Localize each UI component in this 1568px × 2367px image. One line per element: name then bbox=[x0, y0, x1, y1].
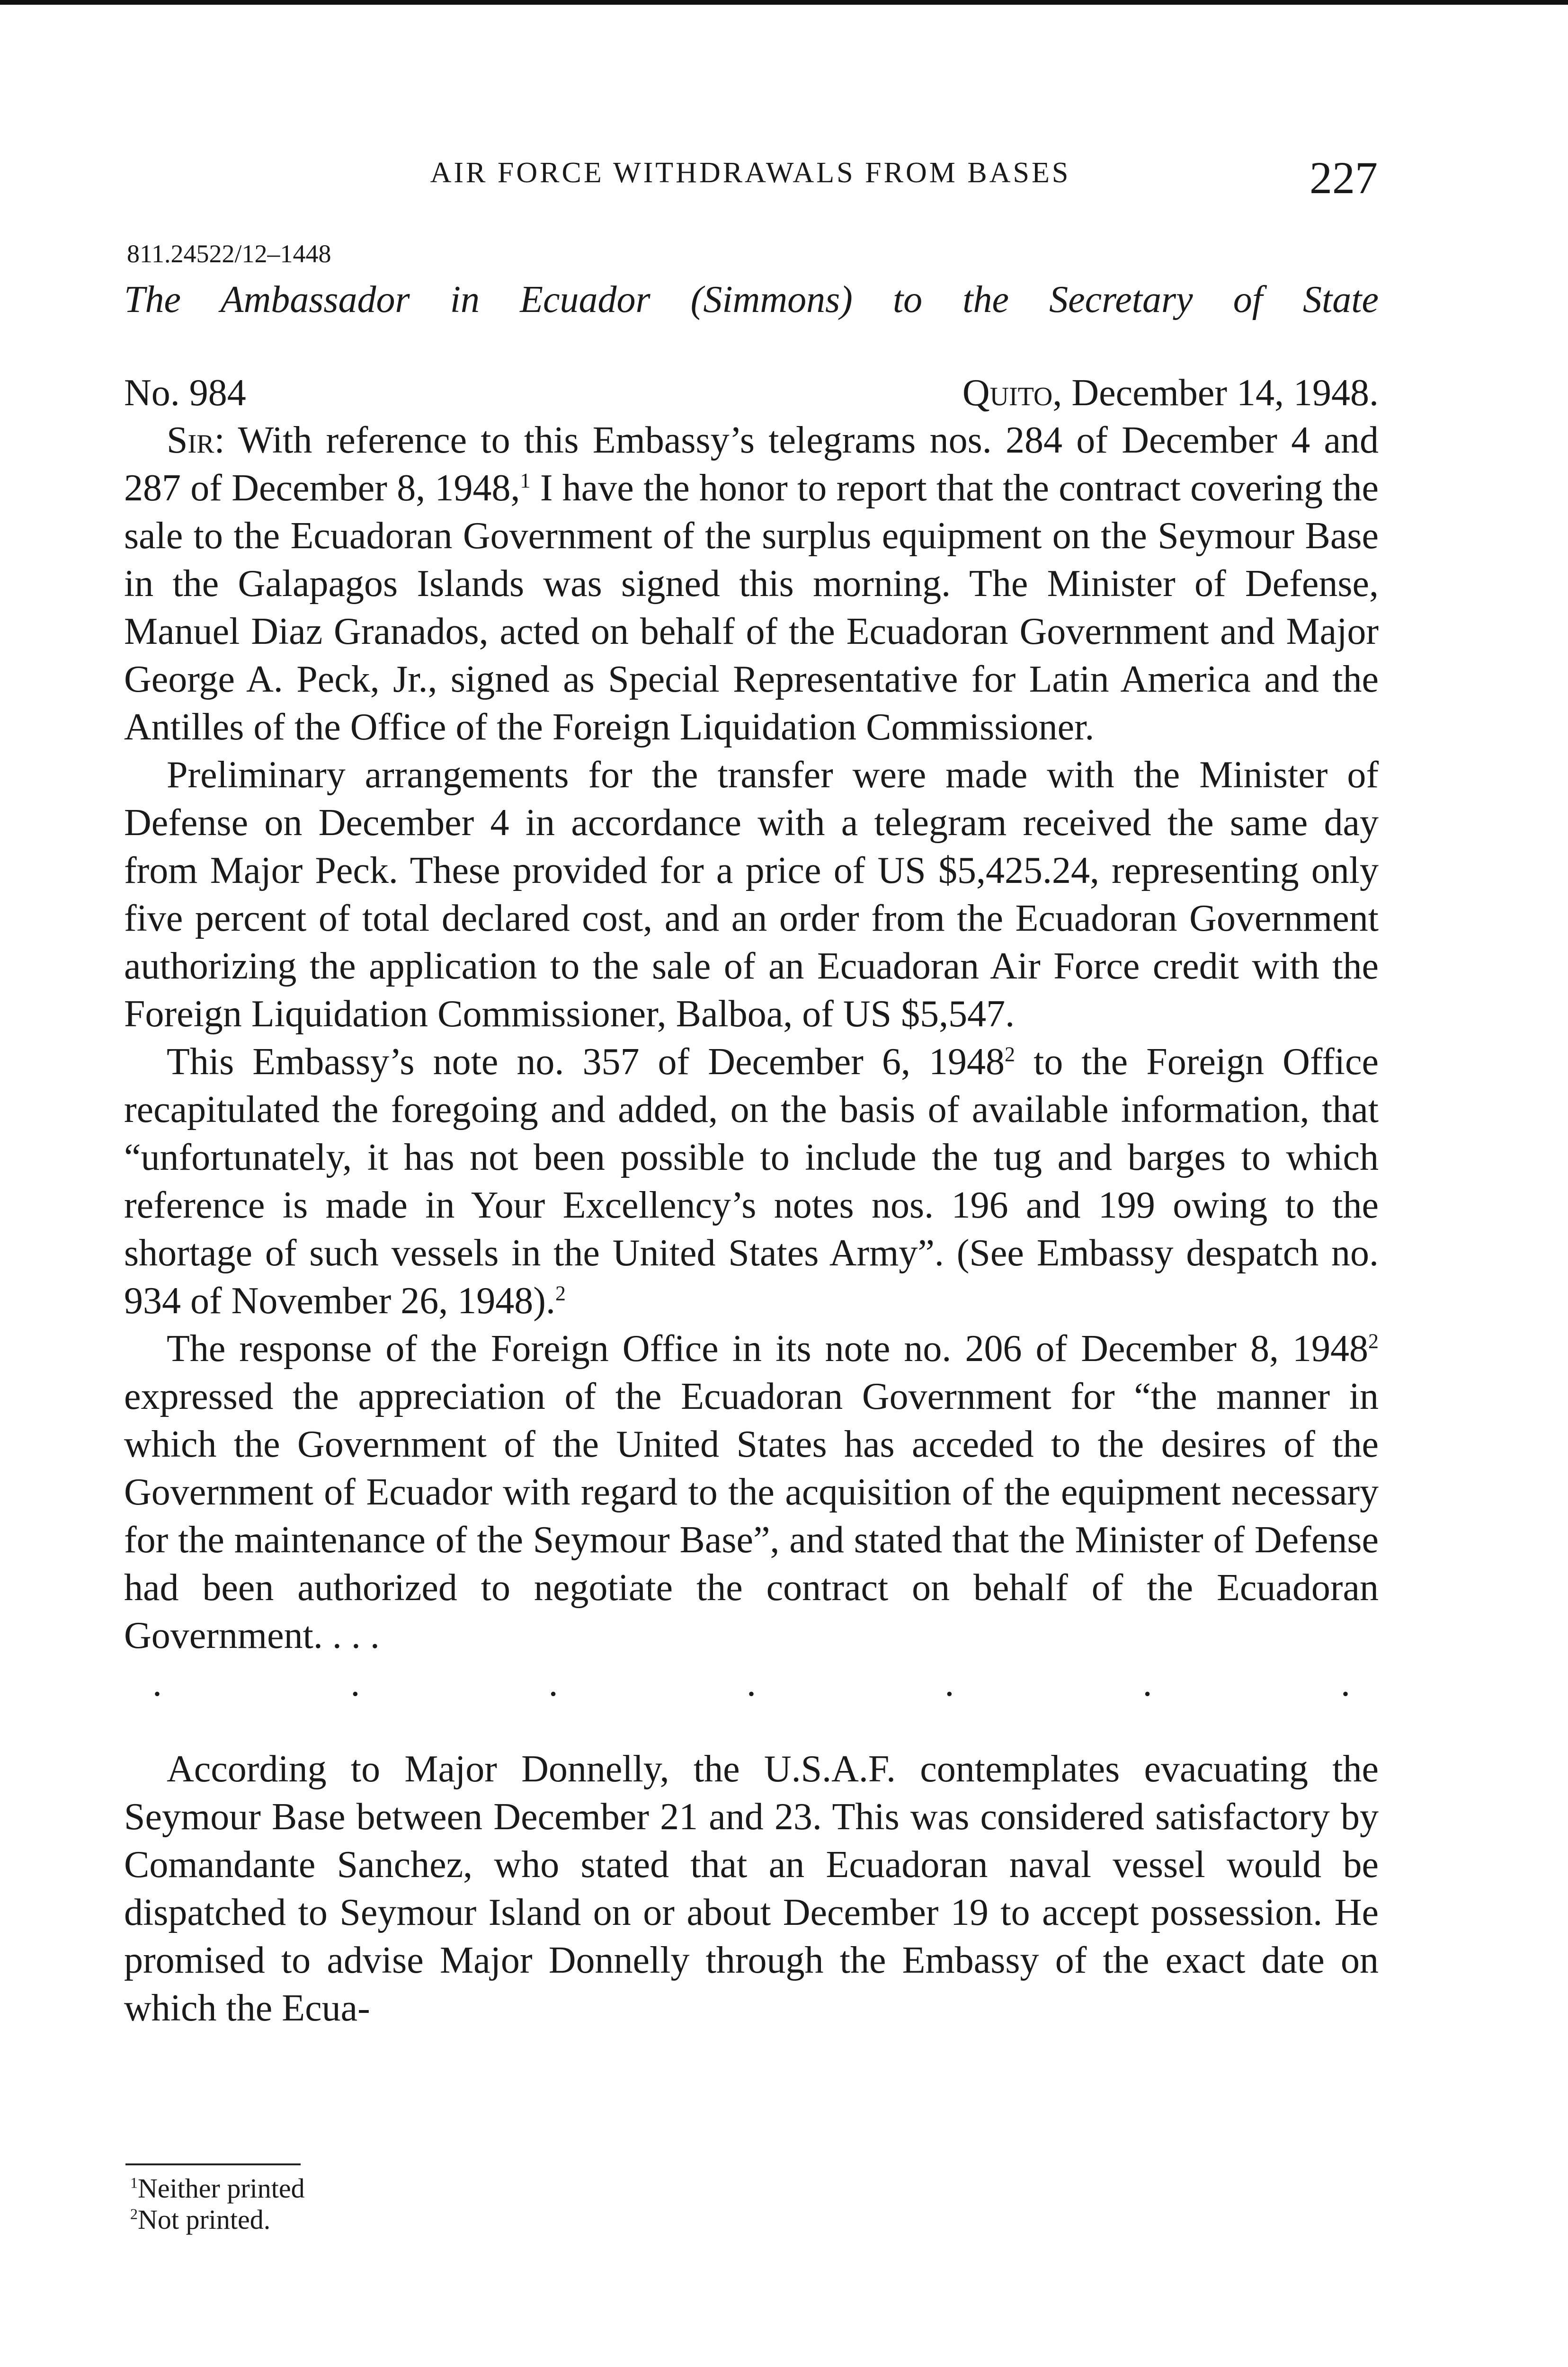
paragraph-2: Preliminary arrangements for the transfer were made with the Minister of Defense on December 4 in accordance with a telegram received the same day from Major Peck. These provided for a price of US $5,425.24, representing only five percent of total declared cost, and an order from the Ecuadoran Government authorizing the application to the sale of an Ecuadoran Air Force credit with the Foreign Liquidation Commissioner, Balboa, of US $5,547. bbox=[124, 754, 1379, 1035]
spacer bbox=[124, 1708, 1379, 1745]
footnote-ref-2c: 2 bbox=[1368, 1329, 1379, 1353]
paragraph-4-text-a: The response of the Foreign Office in its note no. 206 of December 8, 1948 bbox=[167, 1328, 1368, 1370]
page-number: 227 bbox=[1310, 152, 1378, 203]
footnote-2 bbox=[130, 2204, 305, 2235]
footnote-2-mark: 2 bbox=[130, 2206, 138, 2223]
footnotes bbox=[130, 2173, 305, 2235]
paragraph-3 bbox=[124, 1038, 1379, 1325]
ellipsis-dot: . bbox=[152, 1663, 162, 1704]
date: December 14, 1948. bbox=[1071, 372, 1379, 414]
footnote-ref-1: 1 bbox=[520, 469, 531, 492]
omission-ellipsis bbox=[124, 1660, 1379, 1708]
running-header bbox=[123, 151, 1378, 203]
footnote-divider bbox=[125, 2163, 301, 2165]
salutation: Sir: bbox=[167, 419, 225, 461]
ellipsis-dot: . bbox=[1142, 1663, 1152, 1704]
footnote-1-text: Neither printed bbox=[137, 2173, 305, 2204]
ellipsis-dot: . bbox=[548, 1663, 558, 1704]
footnote-1 bbox=[130, 2173, 305, 2204]
running-title: AIR FORCE WITHDRAWALS FROM BASES bbox=[430, 157, 1071, 189]
place-and-date bbox=[962, 372, 1379, 415]
file-number: 811.24522/12–1448 bbox=[127, 240, 331, 268]
paragraph-5: According to Major Donnelly, the U.S.A.F. contemplates evacuating the Seymour Base between December 21 and 23. This was considered satisfactory by Comandante Sanchez, who stated that an Ecuadoran naval vessel would be dispatched to Seymour Island on or about December 19 to accept possession. He promised to advise Major Donnelly through the Embassy of the exact date on which the Ecua- bbox=[124, 1748, 1379, 2029]
dateline bbox=[124, 372, 1379, 415]
paragraph-3-text-b: to the Foreign Office recapitulated the foregoing and added, on the basis of available information, that “unfortunately, it has not been possible to include the tug and barges to which reference is made in Your Excellency’s notes nos. 196 and 199 owing to the shortage of such vessels in the United States Army”. (See Embassy despatch no. 934 of November 26, 1948). bbox=[124, 1041, 1379, 1322]
letter-body bbox=[124, 417, 1379, 2032]
paragraph-3-text-a: This Embassy’s note no. 357 of December 6, 1948 bbox=[167, 1041, 1005, 1083]
paragraph-1 bbox=[124, 417, 1379, 751]
ellipsis-dot: . bbox=[746, 1663, 756, 1704]
paragraph-4 bbox=[124, 1325, 1379, 1660]
paragraph-1-text-b: I have the honor to report that the contract covering the sale to the Ecuadoran Government of the surplus equipment on the Seymour Base in the Galapagos Islands was signed this morning. The Minister of Defense, Manuel Diaz Granados, acted on behalf of the Ecuadoran Government and Major George A. Peck, Jr., signed as Special Representative for Latin America and the Antilles of the Office of the Foreign Liquidation Commissioner. bbox=[124, 467, 1379, 748]
ellipsis-dot: . bbox=[350, 1663, 360, 1704]
footnote-2-text: Not printed. bbox=[137, 2204, 271, 2235]
document-title: The Ambassador in Ecuador (Simmons) to the Secretary of State bbox=[124, 279, 1379, 320]
top-border bbox=[0, 0, 1568, 5]
place: Quito, bbox=[962, 372, 1062, 414]
footnote-ref-2b: 2 bbox=[555, 1281, 566, 1305]
paragraph-1-text-a: With reference to this Embassy’s telegrams nos. 284 of December 4 and 287 of December 8, 1948, bbox=[124, 419, 1379, 509]
footnote-ref-2a: 2 bbox=[1005, 1042, 1016, 1066]
footnote-1-mark: 1 bbox=[130, 2174, 138, 2191]
ellipsis-dot: . bbox=[1340, 1663, 1350, 1704]
ellipsis-dot: . bbox=[944, 1663, 954, 1704]
document-number: No. 984 bbox=[124, 372, 246, 414]
paragraph-4-text-b: expressed the appreciation of the Ecuadoran Government for “the manner in which the Government of the United States has acceded to the desires of the Government of Ecuador with regard to the acquisition of the equipment necessary for the maintenance of the Seymour Base”, and stated that the Minister of Defense had been authorized to negotiate the contract on behalf of the Ecuadoran Government. . . . bbox=[124, 1376, 1379, 1656]
